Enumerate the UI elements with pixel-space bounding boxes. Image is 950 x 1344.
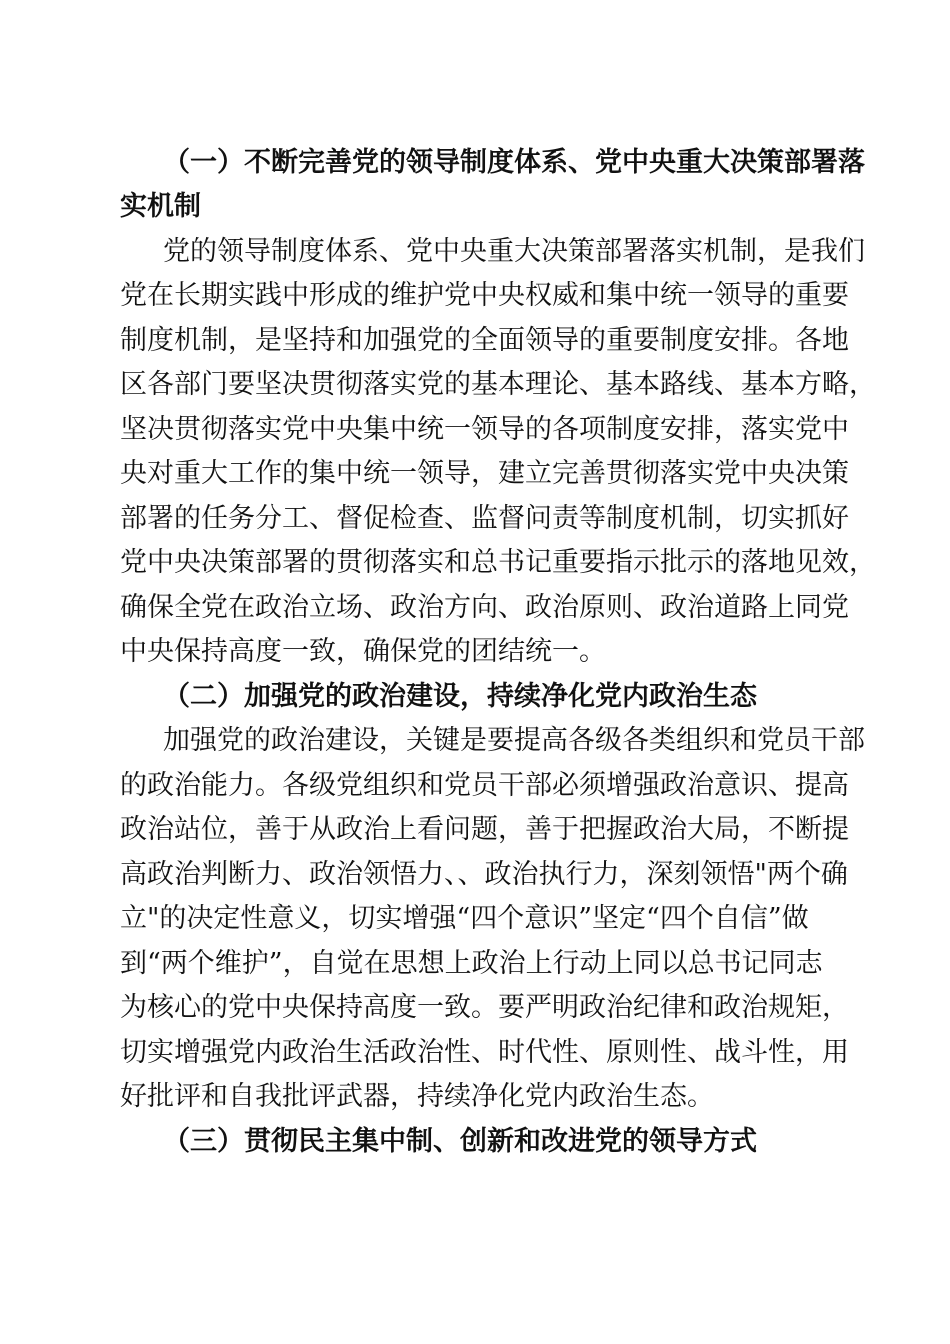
section-2-heading: （二）加强党的政治建设，持续净化党内政治生态 <box>163 681 757 712</box>
section-1-heading-continued: 实机制 <box>120 191 201 222</box>
section-1-heading: （一）不断完善党的领导制度体系、党中央重大决策部署落 <box>163 147 865 178</box>
section-1-paragraph-line: 坚决贯彻落实党中央集中统一领导的各项制度安排，落实党中 <box>120 414 849 445</box>
section-2-paragraph-line: 立"的决定性意义，切实增强“四个意识”坚定“四个自信”做 <box>120 903 809 934</box>
section-2-paragraph-line: 政治站位，善于从政治上看问题，善于把握政治大局，不断提 <box>120 814 849 845</box>
section-2-paragraph-line: 好批评和自我批评武器，持续净化党内政治生态。 <box>120 1081 714 1112</box>
section-1-paragraph-line: 中央保持高度一致，确保党的团结统一。 <box>120 636 606 667</box>
section-2-paragraph-line: 高政治判断力、政治领悟力、、政治执行力，深刻领悟"两个确 <box>120 859 848 890</box>
section-3-heading: （三）贯彻民主集中制、创新和改进党的领导方式 <box>163 1126 757 1157</box>
section-2-paragraph-line: 为核心的党中央保持高度一致。要严明政治纪律和政治规矩， <box>120 992 849 1023</box>
section-2-paragraph-line: 切实增强党内政治生活政治性、时代性、原则性、战斗性，用 <box>120 1037 849 1068</box>
section-1-paragraph-line: 党在长期实践中形成的维护党中央权威和集中统一领导的重要 <box>120 280 849 311</box>
section-1-paragraph-line: 党的领导制度体系、党中央重大决策部署落实机制，是我们 <box>163 236 865 267</box>
section-2-paragraph-line: 加强党的政治建设，关键是要提高各级各类组织和党员干部 <box>163 725 865 756</box>
section-1-paragraph-line: 党中央决策部署的贯彻落实和总书记重要指示批示的落地见效， <box>120 547 876 578</box>
section-1-paragraph-line: 制度机制，是坚持和加强党的全面领导的重要制度安排。各地 <box>120 325 849 356</box>
section-1-paragraph-line: 区各部门要坚决贯彻落实党的基本理论、基本路线、基本方略， <box>120 369 876 400</box>
section-2-paragraph-line: 到“两个维护”，自觉在思想上政治上行动上同以总书记同志 <box>120 948 823 979</box>
section-1-paragraph-line: 央对重大工作的集中统一领导，建立完善贯彻落实党中央决策 <box>120 458 849 489</box>
section-1-paragraph-line: 确保全党在政治立场、政治方向、政治原则、政治道路上同党 <box>120 592 849 623</box>
section-1-paragraph-line: 部署的任务分工、督促检查、监督问责等制度机制，切实抓好 <box>120 503 849 534</box>
section-2-paragraph-line: 的政治能力。各级党组织和党员干部必须增强政治意识、提高 <box>120 770 849 801</box>
